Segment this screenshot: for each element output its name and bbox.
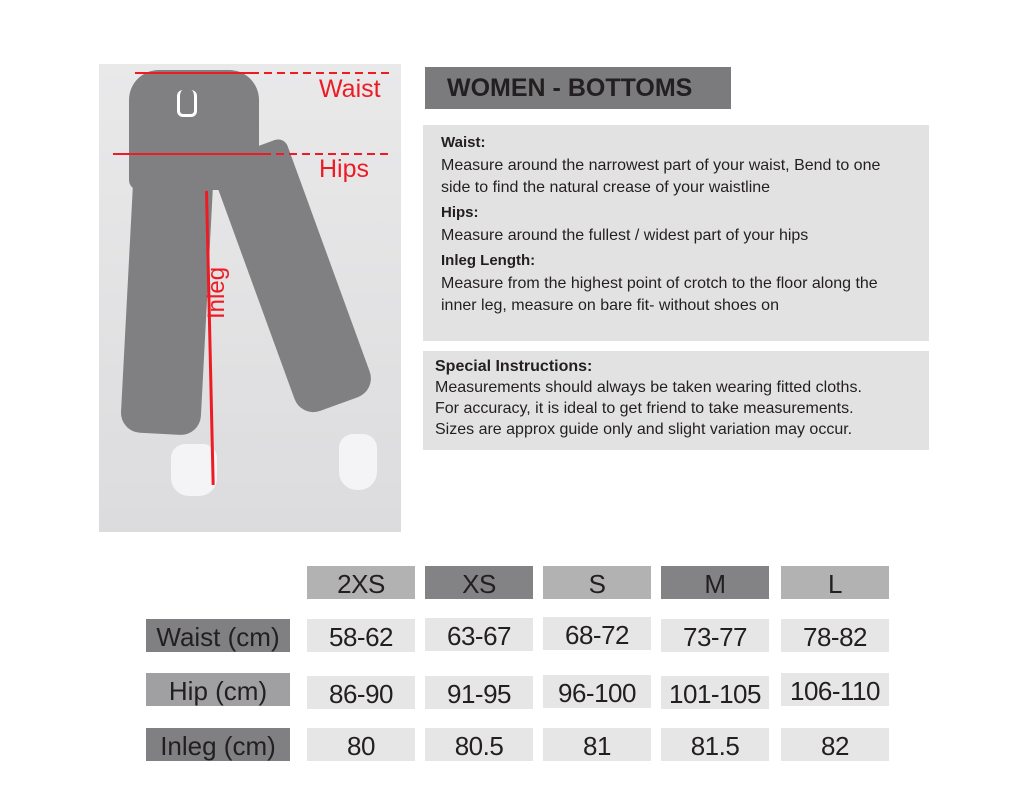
table-cell: 86-90	[307, 676, 415, 709]
size-header-2xs: 2XS	[307, 566, 415, 599]
table-cell: 81	[543, 728, 651, 761]
table-cell: 106-110	[781, 673, 889, 706]
inleg-text: Measure from the highest point of crotch to the floor along the inner leg, measure on bare fit- without shoes on	[441, 275, 878, 314]
model-photo	[99, 64, 401, 532]
hips-text: Measure around the fullest / widest part of your hips	[441, 227, 809, 244]
size-header-m: M	[661, 566, 769, 599]
special-line: Sizes are approx guide only and slight variation may occur.	[435, 421, 853, 438]
row-label-inleg: Inleg (cm)	[146, 728, 290, 761]
hips-heading: Hips:	[441, 204, 479, 221]
table-cell: 82	[781, 728, 889, 761]
page-title: WOMEN - BOTTOMS	[425, 67, 731, 109]
size-header-l: L	[781, 566, 889, 599]
table-cell: 91-95	[425, 676, 533, 709]
drawstring	[177, 90, 197, 117]
table-cell: 96-100	[543, 675, 651, 708]
table-cell: 58-62	[307, 619, 415, 652]
waist-heading: Waist:	[441, 134, 486, 151]
special-line: Measurements should always be taken wearing fitted cloths.	[435, 379, 862, 396]
waist-label: Waist	[319, 75, 381, 103]
inleg-heading: Inleg Length:	[441, 252, 536, 269]
hips-label: Hips	[319, 155, 370, 183]
waist-dashed-line	[251, 72, 391, 74]
pants-left-leg	[120, 162, 214, 436]
table-cell: 63-67	[425, 618, 533, 651]
size-header-xs: XS	[425, 566, 533, 599]
special-line: For accuracy, it is ideal to get friend to take measurements.	[435, 400, 854, 417]
table-cell: 101-105	[661, 676, 769, 709]
table-cell: 80.5	[425, 728, 533, 761]
table-cell: 80	[307, 728, 415, 761]
table-cell: 73-77	[661, 619, 769, 652]
size-header-s: S	[543, 566, 651, 599]
special-instructions	[423, 351, 929, 450]
waist-text: Measure around the narrowest part of your waist, Bend to one side to find the natural crease of your waistline	[441, 157, 881, 196]
row-label-waist: Waist (cm)	[146, 619, 290, 652]
table-cell: 68-72	[543, 617, 651, 650]
waist-line	[135, 72, 251, 74]
inleg-label: Inleg	[203, 266, 230, 319]
table-cell: 78-82	[781, 619, 889, 652]
hips-line	[113, 153, 263, 155]
row-label-hip: Hip (cm)	[146, 673, 290, 706]
measurement-guide	[423, 125, 929, 341]
right-shoe	[339, 434, 377, 490]
table-cell: 81.5	[661, 728, 769, 761]
special-heading: Special Instructions:	[435, 358, 593, 375]
